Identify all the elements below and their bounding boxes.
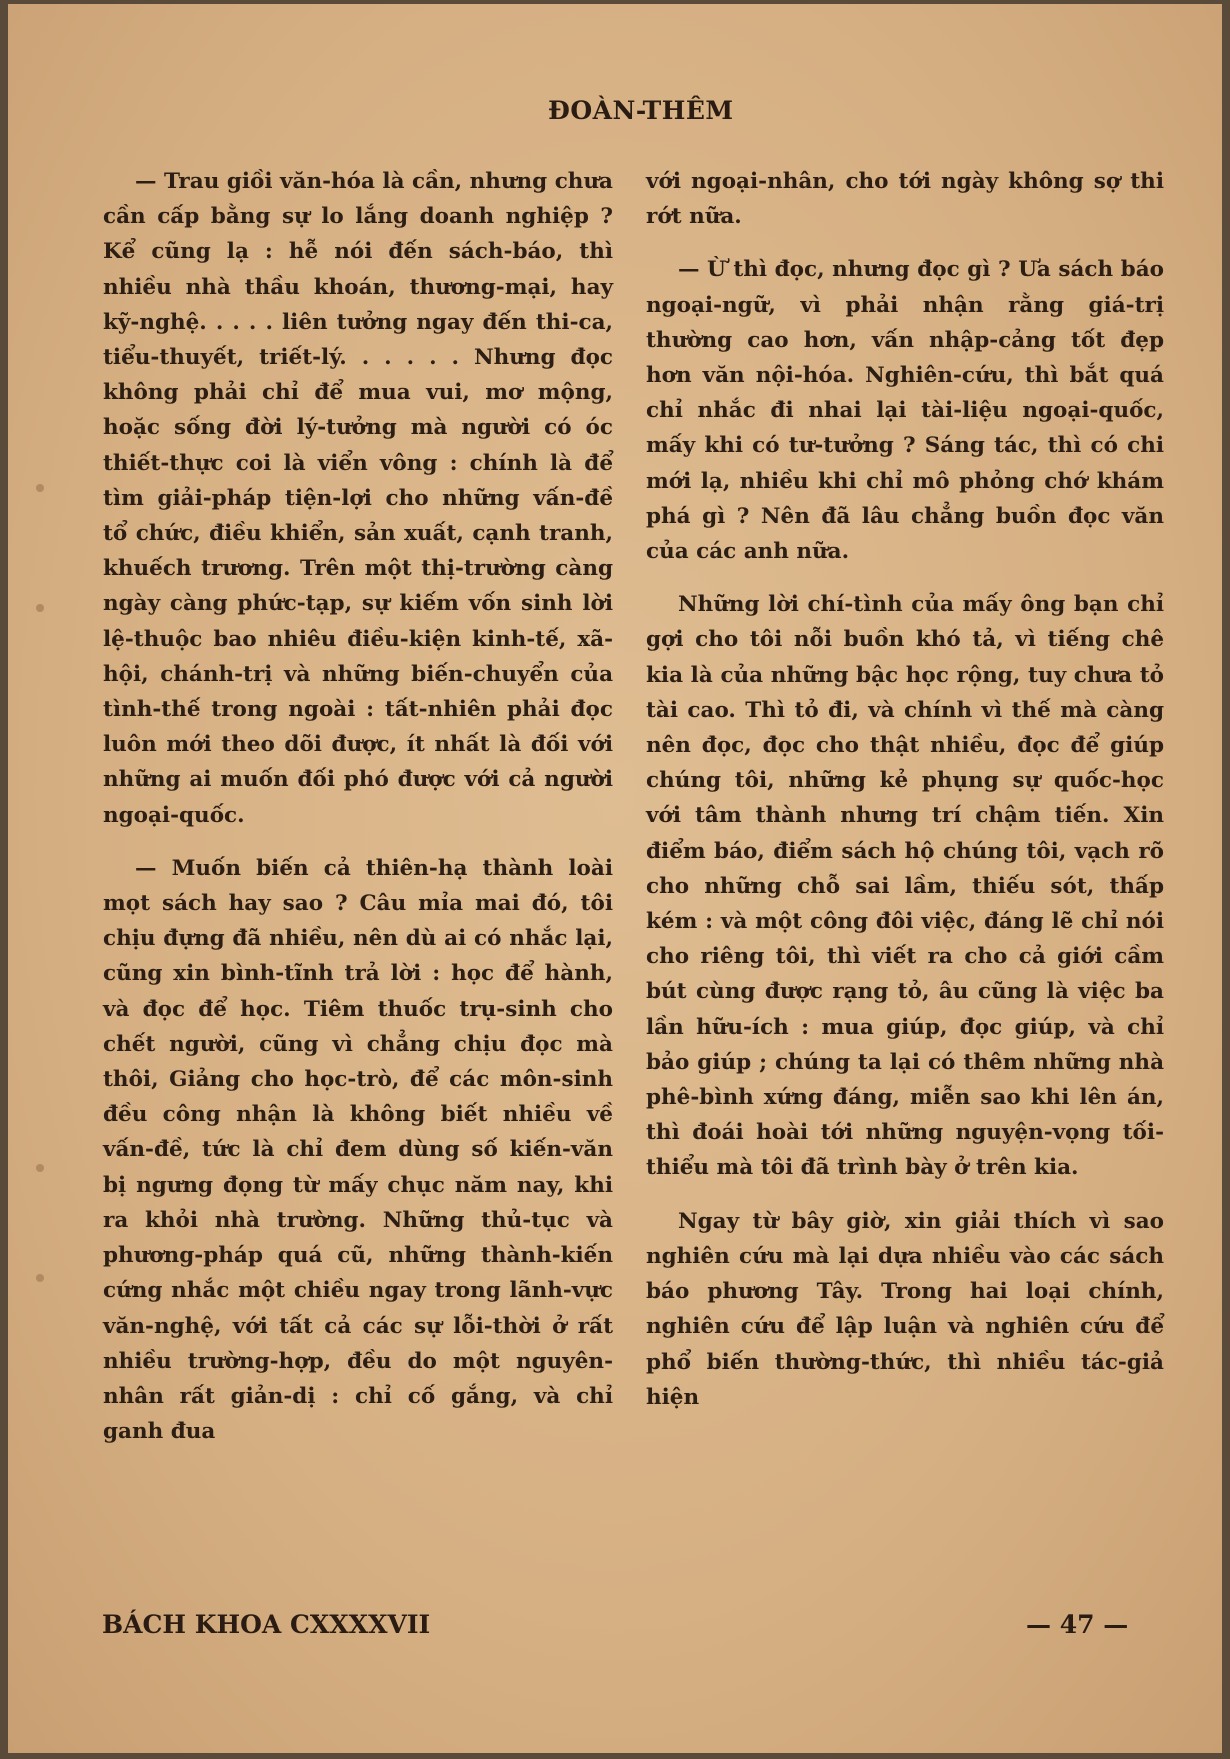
paragraph: Những lời chí-tình của mấy ông bạn chỉ gợi cho tôi nỗi buồn khó tả, vì tiếng chê kia là của những bậc học rộng, tuy chưa tỏ tài cao. Thì tỏ đi, và chính vì thế mà càng nên đọc, đọc cho thật nhiều, đọc để giúp chúng tôi, những kẻ phụng sự quốc-học với tâm thành nhưng trí chậm tiến. Xin điểm báo, điểm sách hộ chúng tôi, vạch rõ cho những chỗ sai lầm, thiếu sót, thấp kém : và một công đôi việc, đáng lẽ chỉ nói cho riêng tôi, thì viết ra cho cả giới cầm bút cùng được rạng tỏ, âu cũng là việc ba lần hữu-ích : mua giúp, đọc giúp, và chỉ bảo giúp ; chúng ta lại có thêm những nhà phê-bình xứng đáng, miễn sao khi lên án, thì đoái hoài tới những nguyện-vọng tối-thiểu mà tôi đã trình bày ở trên kia.	[646, 592, 1164, 1181]
book-page	[8, 4, 1222, 1753]
paragraph: — Muốn biến cả thiên-hạ thành loài mọt sách hay sao ? Câu mỉa mai đó, tôi chịu đựng đã nhiều, nên dù ai có nhắc lại, cũng xin bình-tĩnh trả lời : học để hành, và đọc để học. Tiêm thuốc trụ-sinh cho chết người, cũng vì chẳng chịu đọc mà thôi, Giảng cho học-trò, để các môn-sinh đều công nhận là không biết nhiều về vấn-đề, tức là chỉ đem dùng số kiến-văn bị ngưng đọng từ mấy chục năm nay, khi ra khỏi nhà trường. Những thủ-tục và phương-pháp quá cũ, những thành-kiến cứng nhắc một chiều ngay trong lãnh-vực văn-nghệ, với tất cả các sự lỗi-thời ở rất nhiều trường-hợp, đều do một nguyên-nhân rất giản-dị : chỉ cố gắng, và chỉ ganh đua	[103, 855, 613, 1445]
binding-hole-mark	[36, 1164, 44, 1172]
paragraph: với ngoại-nhân, cho tới ngày không sợ thi rớt nữa.	[646, 169, 1164, 230]
paragraph: Ngay từ bây giờ, xin giải thích vì sao nghiên cứu mà lại dựa nhiều vào các sách báo phương Tây. Trong hai loại chính, nghiên cứu để lập luận và nghiên cứu để phổ biến thường-thức, thì nhiều tác-giả hiện	[646, 1208, 1164, 1410]
running-header: ĐOÀN-THÊM	[548, 96, 734, 125]
binding-hole-mark	[36, 1274, 44, 1282]
footer-page-number: — 47 —	[1026, 1610, 1129, 1639]
binding-hole-mark	[36, 604, 44, 612]
footer-magazine-title: BÁCH KHOA CXXXXVII	[102, 1610, 431, 1639]
right-column	[646, 164, 1164, 1415]
paragraph: — Trau giồi văn-hóa là cần, nhưng chưa cần cấp bằng sự lo lắng doanh nghiệp ? Kể cũng lạ : hễ nói đến sách-báo, thì nhiều nhà thầu khoán, thương-mại, hay kỹ-nghệ. . . . . liên tưởng ngay đến thi-ca, tiểu-thuyết, triết-lý. . . . . . Nhưng đọc không phải chỉ để mua vui, mơ mộng, hoặc sống đời lý-tưởng mà người có óc thiết-thực coi là viển vông : chính là để tìm giải-pháp tiện-lợi cho những vấn-đề tổ chức, điều khiển, sản xuất, cạnh tranh, khuếch trương. Trên một thị-trường càng ngày càng phức-tạp, sự kiếm vốn sinh lời lệ-thuộc bao nhiêu điều-kiện kinh-tế, xã-hội, chánh-trị và những biến-chuyển của tình-thế trong ngoài : tất-nhiên phải đọc luôn mới theo dõi được, ít nhất là đối với những ai muốn đối phó được với cả người ngoại-quốc.	[103, 169, 613, 828]
left-column	[103, 164, 613, 1449]
binding-hole-mark	[36, 484, 44, 492]
paragraph: — Ừ thì đọc, nhưng đọc gì ? Ưa sách báo ngoại-ngữ, vì phải nhận rằng giá-trị thường cao hơn, vấn nhập-cảng tốt đẹp hơn văn nội-hóa. Nghiên-cứu, thì bắt quá chỉ nhắc đi nhai lại tài-liệu ngoại-quốc, mấy khi có tư-tưởng ? Sáng tác, thì có chi mới lạ, nhiều khi chỉ mô phỏng chớ khám phá gì ? Nên đã lâu chẳng buồn đọc văn của các anh nữa.	[646, 257, 1164, 565]
